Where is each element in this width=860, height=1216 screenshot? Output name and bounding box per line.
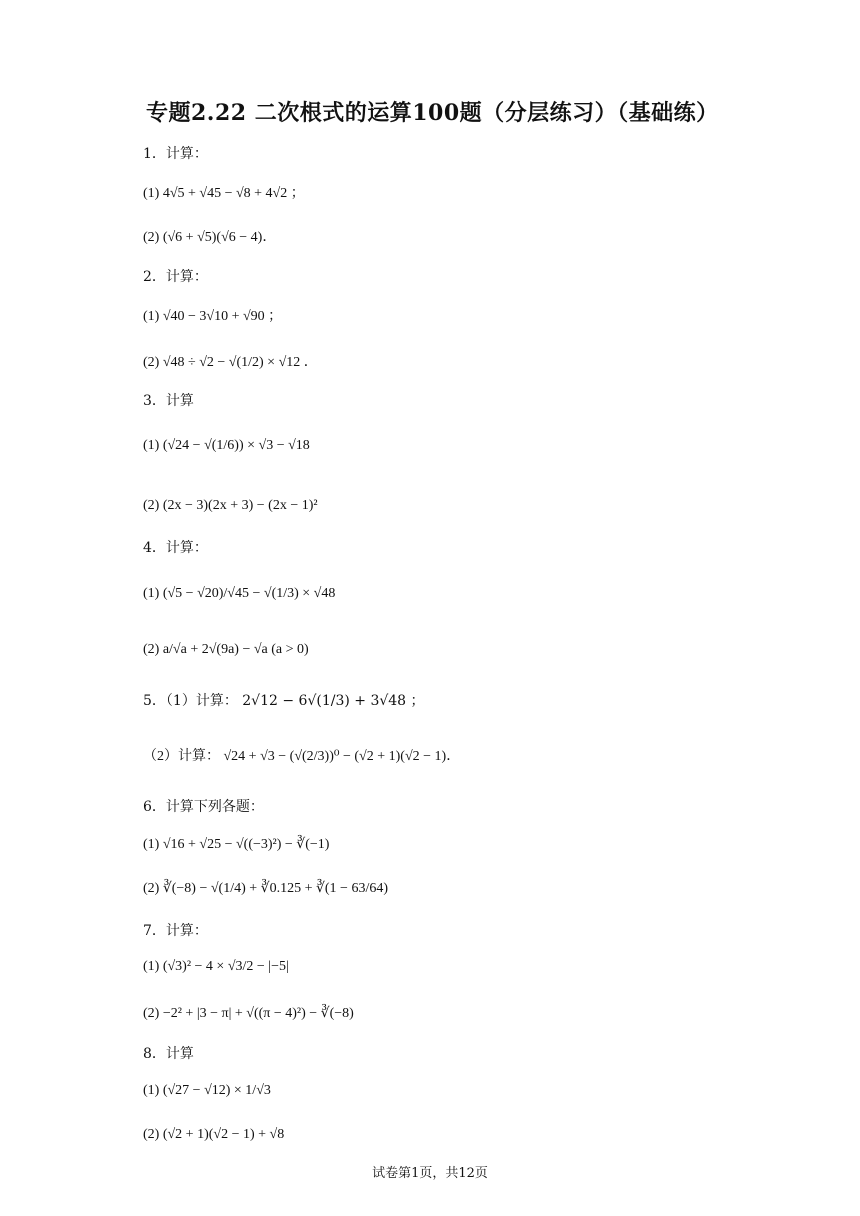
question-8-part-1: (1) (√27 − √12) × 1/√3 [143,1083,271,1098]
question-6-part-1: (1) √16 + √25 − √((−3)²) − ∛(−1) [143,837,330,852]
question-1-part-2: (2) (√6 + √5)(√6 − 4)． [143,230,277,245]
question-8-part-2: (2) (√2 + 1)(√2 − 1) + √8 [143,1127,285,1142]
question-6-label: 6．计算下列各题： [143,799,264,815]
question-2-part-2: (2) √48 ÷ √2 − √(1/2) × √12 ． [143,355,318,370]
question-1-label: 1．计算： [143,146,208,162]
question-7-part-1: (1) (√3)² − 4 × √3/2 − |−5| [143,959,289,974]
question-2-label: 2．计算： [143,269,208,285]
question-7-part-2: (2) −2² + |3 − π| + √((π − 4)²) − ∛(−8) [143,1006,354,1021]
page-footer: 试卷第1页，共12页 [372,1166,488,1181]
question-1-part-1: (1) 4√5 + √45 − √8 + 4√2 ； [143,186,305,201]
question-3-label: 3．计算 [143,393,194,409]
question-4-part-2: (2) a/√a + 2√(9a) − √a (a > 0) [143,642,309,657]
question-2-part-1: (1) √40 − 3√10 + √90 ； [143,309,283,324]
question-5-part-2: （2）计算： √24 + √3 − (√(2/3))⁰ − (√2 + 1)(√2 − 1)． [143,749,461,764]
question-8-label: 8．计算 [143,1046,194,1062]
page-title: 专题2.22 二次根式的运算100题（分层练习）（基础练） [146,100,719,126]
question-6-part-2: (2) ∛(−8) − √(1/4) + ∛0.125 + ∛(1 − 63/64) [143,881,388,896]
question-7-label: 7．计算： [143,923,208,939]
question-4-part-1: (1) (√5 − √20)/√45 − √(1/3) × √48 [143,586,336,601]
question-3-part-2: (2) (2x − 3)(2x + 3) − (2x − 1)² [143,498,318,513]
question-4-label: 4．计算： [143,540,208,556]
question-5-label: 5．（1）计算： 2√12 − 6√(1/3) + 3√48 ； [143,693,425,709]
question-3-part-1: (1) (√24 − √(1/6)) × √3 − √18 [143,438,310,453]
